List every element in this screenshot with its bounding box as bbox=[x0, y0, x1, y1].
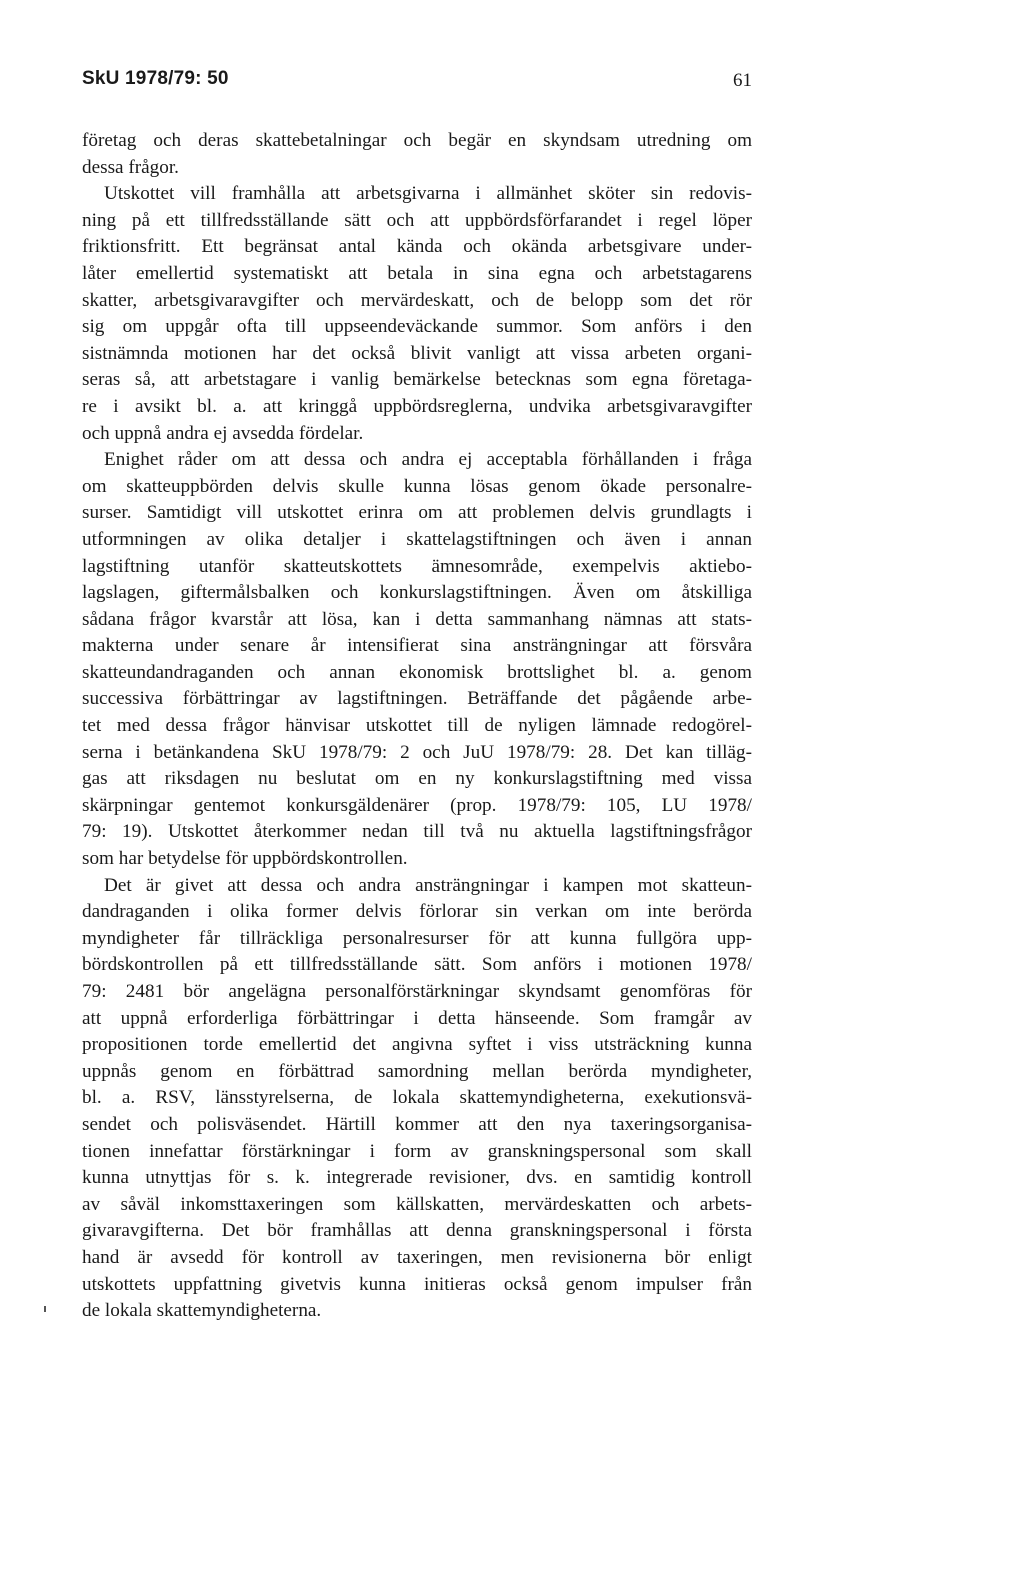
text-line: företag och deras skattebetalningar och begär en skyndsam utredning om bbox=[82, 130, 752, 151]
text-line: och uppnå andra ej avsedda fördelar. bbox=[82, 422, 364, 444]
text-line: lagstiftning utanför skatteutskottets ämnesområde, exempelvis aktiebo- bbox=[82, 555, 752, 577]
text-line: låter emellertid systematiskt att betala in sina egna och arbetstagarens bbox=[82, 262, 752, 284]
text-line: successiva förbättringar av lagstiftningen. Beträffande det pågående arbe- bbox=[82, 688, 752, 710]
text-line: surser. Samtidigt vill utskottet erinra om att problemen delvis grundlagts i bbox=[82, 502, 752, 524]
text-line: av såväl inkomsttaxeringen som källskatten, mervärdeskatten och arbets- bbox=[82, 1193, 752, 1215]
text-line: re i avsikt bl. a. att kringgå uppbördsreglerna, undvika arbetsgivaravgifter bbox=[82, 395, 752, 417]
text-line: utskottets uppfattning givetvis kunna initieras också genom impulser från bbox=[82, 1273, 752, 1295]
text-line: som har betydelse för uppbördskontrollen. bbox=[82, 848, 408, 870]
text-line: gas att riksdagen nu beslutat om en ny konkurslagstiftning med vissa bbox=[82, 768, 752, 790]
text-line: sistnämnda motionen har det också blivit vanligt att vissa arbeten organi- bbox=[82, 342, 752, 364]
text-line: sendet och polisväsendet. Härtill kommer att den nya taxeringsorganisa- bbox=[82, 1113, 752, 1135]
margin-mark bbox=[44, 1306, 46, 1312]
text-line: lagslagen, giftermålsbalken och konkurslagstiftningen. Även om åtskilliga bbox=[82, 582, 752, 604]
page-header bbox=[82, 68, 752, 98]
text-line: kunna utnyttjas för s. k. integrerade revisioner, dvs. en samtidig kontroll bbox=[82, 1167, 752, 1189]
text-line: friktionsfritt. Ett begränsat antal kända och okända arbetsgivare under- bbox=[82, 236, 752, 258]
text-line: bl. a. RSV, länsstyrelserna, de lokala skattemyndigheterna, exekutionsvä- bbox=[82, 1087, 752, 1109]
text-line: ning på ett tillfredsställande sätt och att uppbördsförfarandet i regel löper bbox=[82, 209, 752, 231]
text-line: myndigheter får tillräckliga personalresurser för att kunna fullgöra upp- bbox=[82, 927, 752, 949]
text-line: sådana frågor kvarstår att lösa, kan i detta sammanhang nämnas att stats- bbox=[82, 608, 752, 630]
text-line: hand är avsedd för kontroll av taxeringen, men revisionerna bör enligt bbox=[82, 1246, 752, 1268]
text-line: propositionen torde emellertid det angivna syftet i viss utsträckning kunna bbox=[82, 1034, 752, 1056]
text-line: dandraganden i olika former delvis förlorar sin verkan om inte berörda bbox=[82, 901, 752, 923]
text-line: sig om uppgår ofta till uppseendeväckande summor. Som anförs i den bbox=[82, 316, 752, 338]
text-line: Enighet råder om att dessa och andra ej acceptabla förhållanden i fråga bbox=[104, 449, 752, 471]
text-line: dessa frågor. bbox=[82, 156, 179, 178]
text-line: Utskottet vill framhålla att arbetsgivarna i allmänhet sköter sin redovis- bbox=[104, 183, 752, 205]
body-text bbox=[82, 128, 752, 1325]
text-line: seras så, att arbetstagare i vanlig bemärkelse betecknas som egna företaga- bbox=[82, 369, 752, 391]
text-line: de lokala skattemyndigheterna. bbox=[82, 1300, 322, 1322]
text-line: serna i betänkandena SkU 1978/79: 2 och JuU 1978/79: 28. Det kan tilläg- bbox=[82, 741, 752, 763]
text-line: makterna under senare år intensifierat sina ansträngningar att försvåra bbox=[82, 635, 752, 657]
text-line: uppnås genom en förbättrad samordning mellan berörda myndigheter, bbox=[82, 1060, 752, 1082]
text-line: tet med dessa frågor hänvisar utskottet till de nyligen lämnade redogörel- bbox=[82, 715, 752, 737]
document-reference: SkU 1978/79: 50 bbox=[82, 68, 229, 89]
text-line: givaravgifterna. Det bör framhållas att denna granskningspersonal i första bbox=[82, 1220, 752, 1242]
text-line: 79: 19). Utskottet återkommer nedan till två nu aktuella lagstiftningsfrågor bbox=[82, 821, 752, 843]
text-line: Det är givet att dessa och andra ansträngningar i kampen mot skatteun- bbox=[104, 874, 752, 896]
page-number: 61 bbox=[733, 70, 752, 91]
text-line: bördskontrollen på ett tillfredsställande sätt. Som anförs i motionen 1978/ bbox=[82, 954, 752, 976]
text-line: skatter, arbetsgivaravgifter och mervärdeskatt, och de belopp som det rör bbox=[82, 289, 752, 311]
text-line: att uppnå erforderliga förbättringar i detta hänseende. Som framgår av bbox=[82, 1007, 752, 1029]
text-line: om skatteuppbörden delvis skulle kunna lösas genom ökade personalre- bbox=[82, 475, 752, 497]
text-line: skärpningar gentemot konkursgäldenärer (prop. 1978/79: 105, LU 1978/ bbox=[82, 794, 752, 816]
text-line: utformningen av olika detaljer i skattelagstiftningen och även i annan bbox=[82, 528, 752, 550]
text-line: skatteundandraganden och annan ekonomisk brottslighet bl. a. genom bbox=[82, 661, 752, 683]
text-line: tionen innefattar förstärkningar i form av granskningspersonal som skall bbox=[82, 1140, 752, 1162]
text-line: 79: 2481 bör angelägna personalförstärkningar skyndsamt genomföras för bbox=[82, 981, 752, 1002]
